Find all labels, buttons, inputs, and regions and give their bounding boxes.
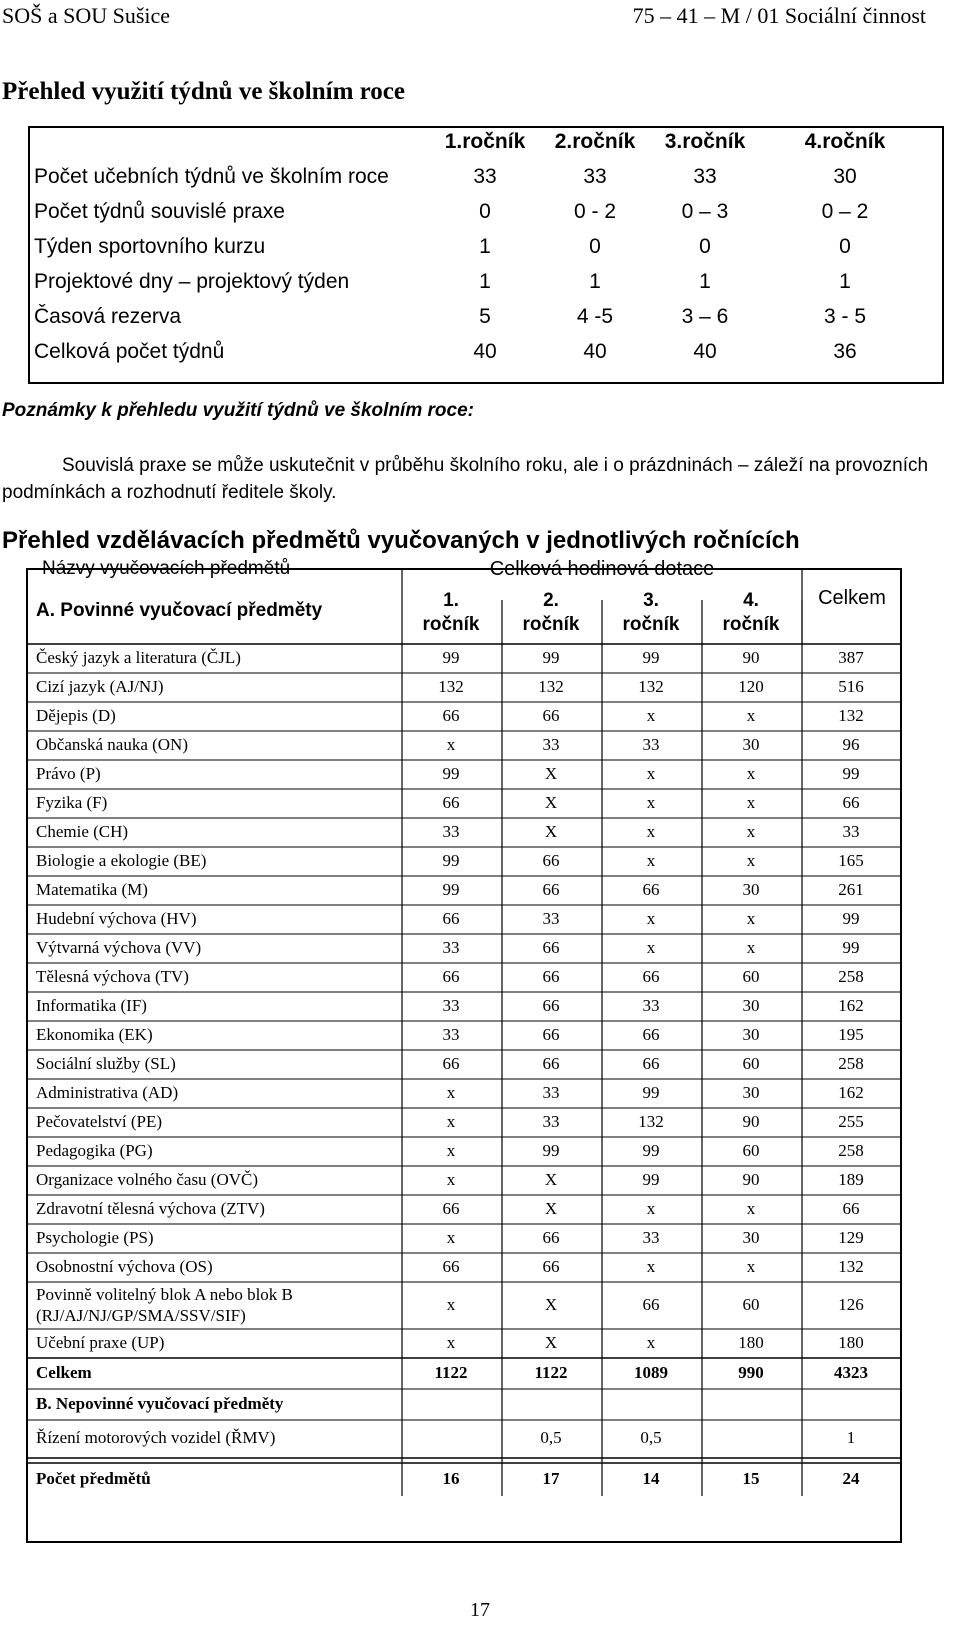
subject-value: 30 — [742, 1083, 760, 1102]
weeks-col-header: 1.ročník — [444, 130, 526, 153]
header-year-word: ročník — [622, 614, 680, 635]
subject-value: X — [544, 1295, 558, 1314]
subject-value: X — [544, 1333, 558, 1352]
subject-value: 99 — [442, 851, 460, 870]
subject-name: Pedagogika (PG) — [36, 1141, 153, 1160]
subject-name: Dějepis (D) — [36, 706, 116, 725]
header-year-word: ročník — [422, 614, 480, 635]
weeks-cell: 5 — [479, 305, 491, 328]
subject-name: Organizace volného času (OVČ) — [36, 1170, 259, 1189]
subject-value: 90 — [742, 1170, 760, 1189]
weeks-cell: 3 – 6 — [681, 305, 729, 328]
subject-value: 33 — [542, 735, 560, 754]
subject-value: x — [446, 1295, 456, 1314]
subject-value: 33 — [442, 996, 460, 1015]
subject-value: 60 — [742, 1054, 760, 1073]
subject-value: 66 — [542, 880, 560, 899]
subject-value: 990 — [738, 1363, 764, 1382]
subject-value: 132 — [538, 677, 564, 696]
subject-value: 33 — [642, 1228, 660, 1247]
subject-value: 99 — [642, 1083, 660, 1102]
subject-value: 66 — [442, 1054, 460, 1073]
subject-value: 90 — [742, 648, 760, 667]
subject-value: x — [646, 938, 656, 957]
subject-name: Právo (P) — [36, 764, 101, 783]
subject-value: 99 — [842, 909, 860, 928]
subject-value: 162 — [838, 996, 864, 1015]
weeks-row-label: Projektové dny – projektový týden — [34, 270, 350, 293]
weeks-row — [30, 230, 942, 266]
weeks-cell: 0 — [699, 235, 711, 258]
subject-name: Pečovatelství (PE) — [36, 1112, 163, 1131]
subject-value: 66 — [542, 1054, 560, 1073]
subject-name: Učební praxe (UP) — [36, 1333, 165, 1352]
subject-value: 195 — [838, 1025, 864, 1044]
subject-value: x — [446, 1083, 456, 1102]
subject-value: 14 — [642, 1469, 660, 1488]
subject-value: 516 — [838, 677, 864, 696]
subject-value: 90 — [742, 1112, 760, 1131]
subject-name: Řízení motorových vozidel (ŘMV) — [36, 1428, 276, 1447]
weeks-cell: 0 – 3 — [681, 200, 729, 223]
subject-value: X — [544, 1199, 558, 1218]
subject-value: X — [544, 793, 558, 812]
subject-value: x — [746, 706, 756, 725]
weeks-row — [30, 335, 942, 371]
subjects-title: Přehled vzdělávacích předmětů vyučovaných v jednotlivých ročnících — [2, 527, 800, 554]
subject-value: 132 — [638, 677, 664, 696]
subject-value: 66 — [542, 706, 560, 725]
header-year-word: ročník — [722, 614, 780, 635]
subject-value: 1122 — [434, 1363, 468, 1382]
subject-value: 30 — [742, 996, 760, 1015]
subject-name: Informatika (IF) — [36, 996, 147, 1015]
subject-value: X — [544, 764, 558, 783]
subject-value: 33 — [542, 909, 560, 928]
subject-name: Český jazyk a literatura (ČJL) — [36, 648, 241, 667]
weeks-col-header: 4.ročník — [804, 130, 886, 153]
weeks-row — [30, 300, 942, 336]
subject-value: 126 — [838, 1295, 864, 1314]
subject-name: Osobnostní výchova (OS) — [36, 1257, 213, 1276]
subject-name: Chemie (CH) — [36, 822, 129, 841]
subject-value: 15 — [742, 1469, 760, 1488]
header-year-word: ročník — [522, 614, 580, 635]
subject-value: x — [746, 909, 756, 928]
weeks-cell: 33 — [473, 165, 497, 188]
subject-value: 66 — [542, 1025, 560, 1044]
subject-value: x — [746, 793, 756, 812]
subject-value: 33 — [442, 1025, 460, 1044]
subject-value: 96 — [842, 735, 860, 754]
subject-value: x — [746, 851, 756, 870]
weeks-row-label: Časová rezerva — [34, 305, 182, 328]
subject-value: 66 — [642, 1054, 660, 1073]
weeks-header-row — [30, 125, 942, 161]
weeks-row-label: Počet týdnů souvislé praxe — [34, 200, 285, 223]
subject-value: 66 — [542, 996, 560, 1015]
subject-value: 258 — [838, 1054, 864, 1073]
subject-value: 99 — [842, 764, 860, 783]
weeks-col-header: 2.ročník — [554, 130, 636, 153]
header-year-number: 3. — [643, 590, 659, 611]
subject-value: 180 — [738, 1333, 764, 1352]
weeks-cell: 33 — [693, 165, 717, 188]
subject-name: Psychologie (PS) — [36, 1228, 154, 1247]
weeks-cell: 36 — [833, 340, 857, 363]
subject-value: 0,5 — [640, 1428, 662, 1447]
subject-value: x — [746, 1199, 756, 1218]
subject-value: x — [646, 909, 656, 928]
subject-value: 66 — [442, 1257, 460, 1276]
subject-value: 66 — [542, 938, 560, 957]
weeks-cell: 30 — [833, 165, 857, 188]
subject-value: 60 — [742, 1141, 760, 1160]
subject-value: 261 — [838, 880, 864, 899]
subject-value: x — [446, 1228, 456, 1247]
subject-value: x — [646, 706, 656, 725]
header-year-number: 2. — [543, 590, 559, 611]
subject-name: Počet předmětů — [36, 1469, 151, 1488]
subject-value: x — [446, 735, 456, 754]
subject-value: 99 — [642, 1170, 660, 1189]
subject-value: 99 — [842, 938, 860, 957]
subject-value: 66 — [442, 967, 460, 986]
weeks-cell: 1 — [839, 270, 851, 293]
subject-value: 33 — [442, 822, 460, 841]
subject-value: 66 — [642, 967, 660, 986]
weeks-title: Přehled využití týdnů ve školním roce — [2, 78, 406, 105]
weeks-cell: 0 – 2 — [821, 200, 869, 223]
subjects-table — [26, 558, 902, 1543]
subject-value: 66 — [642, 1295, 660, 1314]
subject-value: 66 — [842, 793, 860, 812]
weeks-cell: 3 - 5 — [823, 305, 867, 328]
subject-value: 255 — [838, 1112, 864, 1131]
subject-value: x — [646, 851, 656, 870]
subject-value: 99 — [542, 1141, 560, 1160]
subject-value: 132 — [438, 677, 464, 696]
subject-value: 129 — [838, 1228, 864, 1247]
subject-value: x — [646, 764, 656, 783]
subject-name: Zdravotní tělesná výchova (ZTV) — [36, 1199, 265, 1218]
header-school: SOŠ a SOU Sušice — [2, 3, 171, 28]
subject-value: 30 — [742, 1228, 760, 1247]
subject-value: 33 — [442, 938, 460, 957]
subject-value: x — [746, 938, 756, 957]
subject-value: x — [746, 822, 756, 841]
header-year-number: 4. — [743, 590, 759, 611]
weeks-row — [30, 160, 942, 196]
subject-value: 99 — [442, 648, 460, 667]
subject-name: Cizí jazyk (AJ/NJ) — [36, 677, 164, 696]
subject-value: 66 — [442, 1199, 460, 1218]
subject-value: x — [446, 1112, 456, 1131]
subject-value: x — [446, 1170, 456, 1189]
subject-value: 33 — [642, 996, 660, 1015]
weeks-table — [28, 126, 944, 384]
subject-value: x — [446, 1333, 456, 1352]
subject-name: Ekonomika (EK) — [36, 1025, 153, 1044]
weeks-cell: 40 — [583, 340, 607, 363]
subject-value: x — [746, 764, 756, 783]
header-dotation: Celková hodinová dotace — [489, 558, 715, 580]
subject-value: 33 — [842, 822, 860, 841]
weeks-cell: 1 — [589, 270, 601, 293]
weeks-cell: 1 — [479, 235, 491, 258]
subject-value: X — [544, 1170, 558, 1189]
subject-value: 30 — [742, 1025, 760, 1044]
subject-name: Fyzika (F) — [36, 793, 108, 812]
subject-value: 30 — [742, 735, 760, 754]
header-year-number: 1. — [443, 590, 459, 611]
weeks-cell: 0 — [839, 235, 851, 258]
weeks-cell: 1 — [479, 270, 491, 293]
subject-value: 180 — [838, 1333, 864, 1352]
weeks-row-label: Počet učebních týdnů ve školním roce — [34, 165, 389, 188]
subject-value: 1089 — [634, 1363, 668, 1382]
subject-value: 66 — [542, 967, 560, 986]
subject-value: 66 — [442, 909, 460, 928]
subject-value: 66 — [442, 706, 460, 725]
subject-value: 99 — [542, 648, 560, 667]
weeks-cell: 0 — [589, 235, 601, 258]
weeks-row — [30, 265, 942, 301]
header-section-a: A. Povinné vyučovací předměty — [36, 600, 323, 621]
page-number: 17 — [470, 1599, 490, 1621]
subject-value: 1122 — [534, 1363, 568, 1382]
subject-value: 33 — [542, 1083, 560, 1102]
section-b-label: B. Nepovinné vyučovací předměty — [36, 1394, 284, 1413]
subject-value: 66 — [842, 1199, 860, 1218]
subject-value: 33 — [542, 1112, 560, 1131]
subject-value: 4323 — [834, 1363, 868, 1382]
weeks-cell: 40 — [473, 340, 497, 363]
subject-value: 24 — [842, 1469, 860, 1488]
subject-value: 1 — [846, 1428, 856, 1447]
subject-value: 66 — [542, 851, 560, 870]
subject-name: Celkem — [36, 1363, 92, 1382]
weeks-cell: 33 — [583, 165, 607, 188]
subject-value: 258 — [838, 1141, 864, 1160]
subject-value: 387 — [838, 648, 864, 667]
subject-value: 162 — [838, 1083, 864, 1102]
weeks-col-header: 3.ročník — [664, 130, 746, 153]
subject-value: 132 — [838, 706, 864, 725]
subject-value: 132 — [838, 1257, 864, 1276]
subject-name: Tělesná výchova (TV) — [36, 967, 189, 986]
subject-name: Občanská nauka (ON) — [36, 735, 188, 754]
weeks-cell: 40 — [693, 340, 717, 363]
weeks-cell: 0 - 2 — [573, 200, 617, 223]
subject-value: 0,5 — [540, 1428, 562, 1447]
weeks-row-label: Týden sportovního kurzu — [34, 235, 266, 258]
subject-value: 165 — [838, 851, 864, 870]
subject-value: 99 — [642, 648, 660, 667]
subject-value: 66 — [442, 793, 460, 812]
subject-value: 30 — [742, 880, 760, 899]
subject-value: 60 — [742, 1295, 760, 1314]
weeks-cell: 0 — [479, 200, 491, 223]
subject-name: Výtvarná výchova (VV) — [36, 938, 202, 957]
subject-value: 99 — [642, 1141, 660, 1160]
header-names: Názvy vyučovacích předmětů — [42, 558, 291, 579]
subject-value: 16 — [442, 1469, 460, 1488]
subject-name: Administrativa (AD) — [36, 1083, 179, 1102]
subject-value: x — [746, 1257, 756, 1276]
subject-name: Hudební výchova (HV) — [36, 909, 197, 928]
subject-value: 189 — [838, 1170, 864, 1189]
subject-value: X — [544, 822, 558, 841]
weeks-cell: 4 -5 — [576, 305, 614, 328]
subject-value: x — [646, 1333, 656, 1352]
subject-value: 66 — [642, 880, 660, 899]
subject-value: 99 — [442, 764, 460, 783]
weeks-row — [30, 195, 942, 231]
subject-value: x — [646, 793, 656, 812]
notes-text: Souvislá praxe se může uskutečnit v průběhu školního roku, ale i o prázdninách – záleží na provozních podmínkách a rozhodnutí ředitele školy. — [2, 455, 929, 503]
subject-value: 33 — [642, 735, 660, 754]
header-program: 75 – 41 – M / 01 Sociální činnost — [632, 3, 926, 28]
subject-value: 66 — [542, 1228, 560, 1247]
weeks-cell: 1 — [699, 270, 711, 293]
weeks-row-label: Celková počet týdnů — [34, 340, 225, 363]
subject-name: Sociální služby (SL) — [36, 1054, 176, 1073]
subject-value: 17 — [542, 1469, 560, 1488]
subject-name-2: (RJ/AJ/NJ/GP/SMA/SSV/SIF) — [36, 1306, 246, 1325]
subject-value: 66 — [542, 1257, 560, 1276]
subject-name: Povinně volitelný blok A nebo blok B — [36, 1285, 293, 1304]
subject-value: 120 — [738, 677, 764, 696]
subject-name: Matematika (M) — [36, 880, 148, 899]
header-total: Celkem — [818, 587, 886, 609]
subject-name: Biologie a ekologie (BE) — [36, 851, 207, 870]
subject-value: 66 — [642, 1025, 660, 1044]
subject-value: x — [646, 1199, 656, 1218]
subject-value: x — [446, 1141, 456, 1160]
subject-value: 60 — [742, 967, 760, 986]
subject-value: 99 — [442, 880, 460, 899]
subject-value: 132 — [638, 1112, 664, 1131]
subject-value: x — [646, 1257, 656, 1276]
subject-value: x — [646, 822, 656, 841]
notes-title: Poznámky k přehledu využití týdnů ve školním roce: — [2, 400, 474, 421]
subject-value: 258 — [838, 967, 864, 986]
